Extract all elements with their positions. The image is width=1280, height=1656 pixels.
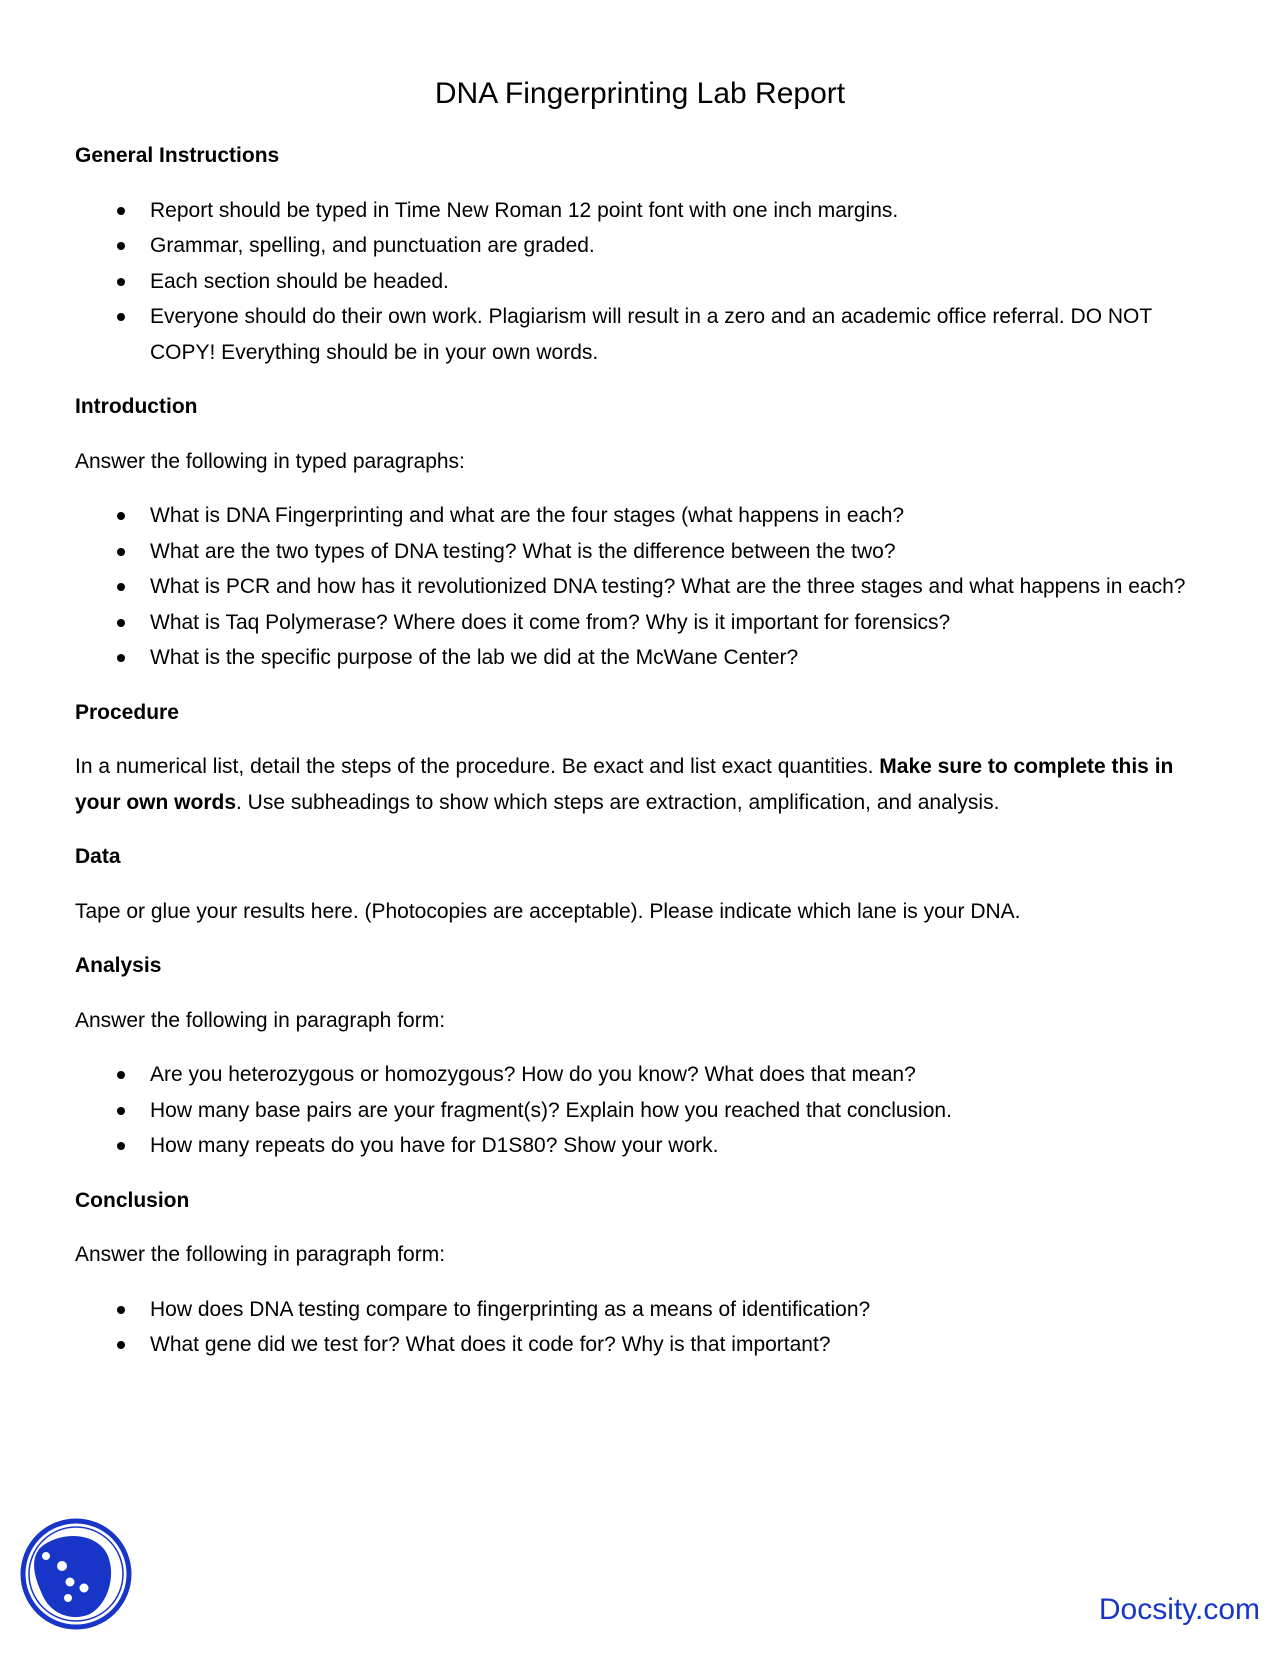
section-heading-analysis: Analysis <box>75 954 162 977</box>
docsity-logo-graphic <box>20 1518 132 1630</box>
section-heading-conclusion: Conclusion <box>75 1188 190 1212</box>
procedure-emphasis: Make sure to complete this in your own words <box>75 755 1174 814</box>
general-instructions-list <box>75 193 1200 371</box>
section-heading-general: General Instructions <box>75 144 280 167</box>
section-heading-procedure: Procedure <box>75 700 179 724</box>
bullet-icon <box>117 1071 125 1079</box>
bullet-icon <box>117 1306 125 1314</box>
list-item: What is DNA Fingerprinting and what are the four stages (what happens in each? <box>75 498 1200 534</box>
bullet-icon <box>117 1142 125 1150</box>
list-item: Each section should be headed. <box>75 264 1200 300</box>
bullet-icon <box>117 242 125 250</box>
list-item: Are you heterozygous or homozygous? How do you know? What does that mean? <box>75 1057 1200 1093</box>
docsity-brand-text[interactable]: Docsity.com <box>1098 1593 1260 1626</box>
list-item: How many repeats do you have for D1S80? Show your work. <box>75 1128 1200 1164</box>
list-item: How does DNA testing compare to fingerprinting as a means of identification? <box>75 1292 1200 1328</box>
bullet-icon <box>117 548 125 556</box>
list-item: Everyone should do their own work. Plagiarism will result in a zero and an academic office referral. DO NOT COPY! Everything should be in your own words. <box>75 299 1200 370</box>
list-item: Grammar, spelling, and punctuation are graded. <box>75 228 1200 264</box>
docsity-logo-icon <box>20 1518 132 1630</box>
analysis-question-list <box>75 1057 1200 1164</box>
list-item: What gene did we test for? What does it code for? Why is that important? <box>75 1327 1200 1363</box>
bullet-icon <box>117 278 125 286</box>
bullet-icon <box>117 1107 125 1115</box>
procedure-text: In a numerical list, detail the steps of the procedure. Be exact and list exact quantities. Make sure to complete this in your own words. Use subheadings to show which steps are extraction, amplification, and analysis. <box>75 755 1174 814</box>
section-heading-data: Data <box>75 845 121 868</box>
document-body <box>75 138 1200 1382</box>
introduction-question-list <box>75 498 1200 676</box>
list-item: What are the two types of DNA testing? What is the difference between the two? <box>75 534 1200 570</box>
section-heading-introduction: Introduction <box>75 395 198 418</box>
bullet-icon <box>117 1341 125 1349</box>
conclusion-lead: Answer the following in paragraph form: <box>75 1243 446 1266</box>
bullet-icon <box>117 654 125 662</box>
list-item: What is PCR and how has it revolutionized DNA testing? What are the three stages and what happens in each? <box>75 569 1200 605</box>
analysis-lead: Answer the following in paragraph form: <box>75 1008 446 1032</box>
list-item: How many base pairs are your fragment(s)? Explain how you reached that conclusion. <box>75 1093 1200 1129</box>
data-text: Tape or glue your results here. (Photocopies are acceptable). Please indicate which lane is your DNA. <box>75 899 1021 923</box>
conclusion-question-list <box>75 1292 1200 1363</box>
bullet-icon <box>117 313 125 321</box>
list-item: Report should be typed in Time New Roman 12 point font with one inch margins. <box>75 193 1200 229</box>
page-title: DNA Fingerprinting Lab Report <box>434 77 846 110</box>
bullet-icon <box>117 619 125 627</box>
introduction-lead: Answer the following in typed paragraphs: <box>75 449 465 473</box>
bullet-icon <box>117 512 125 520</box>
list-item: What is the specific purpose of the lab we did at the McWane Center? <box>75 640 1200 676</box>
bullet-icon <box>117 207 125 215</box>
list-item: What is Taq Polymerase? Where does it come from? Why is it important for forensics? <box>75 605 1200 641</box>
bullet-icon <box>117 583 125 591</box>
